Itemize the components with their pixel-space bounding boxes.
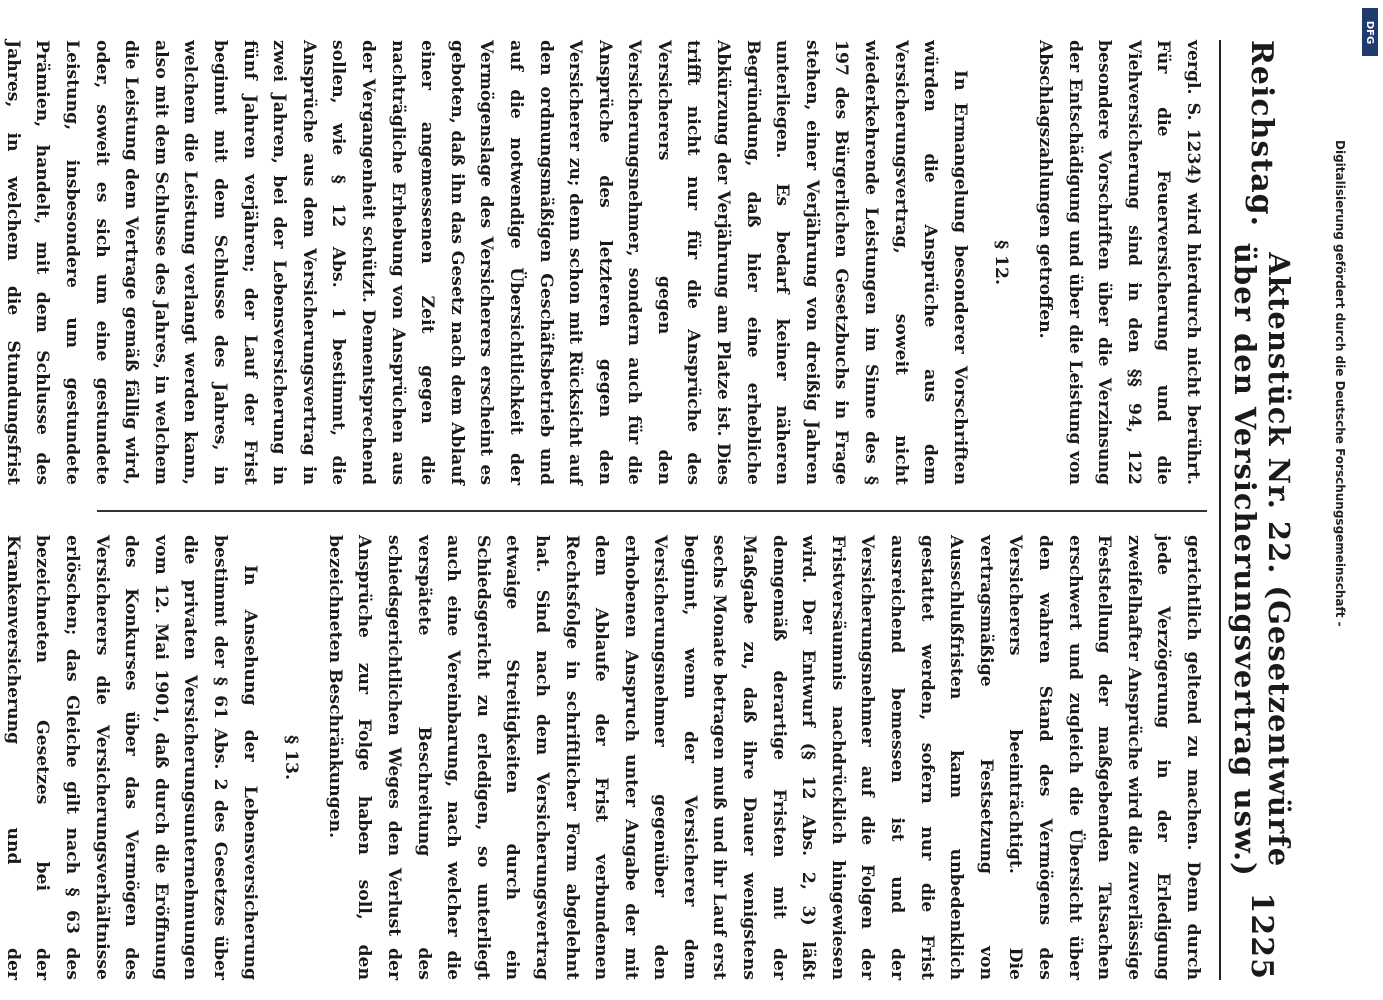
section-heading: § 13.: [281, 735, 302, 780]
document-page: [2, 0, 1307, 1000]
dfg-logo: [1362, 8, 1378, 56]
paragraph: In Ansehung der Lebensversicherung bestimmt der § 61 Abs. 2 des Gesetzes über die privaten Versicherungsunternehmungen vom 12. Mai 1901, daß durch die Eröffnung des Konkurses über das Vermögen des Versicherers die Versicherungsverhältnisse erlöschen; das Gleiche gilt nach § 63 des bezeichneten Gesetzes bei der Krankenversicherung und der: [2, 535, 260, 980]
page-header: [1227, 40, 1297, 980]
paragraph: In Ermangelung besonderer Vorschriften würden die Ansprüche aus dem Versicherungsvertrag, soweit nicht wiederkehrende Leistungen im Sinne des § 197 des Bürgerlichen Gesetzbuchs in Frage stehen, einer Verjährung von dreißig Jahren unterliegen. Es bedarf keiner näheren Begründung, daß hier eine erhebliche Abkürzung der Verjährung am Platze ist. Dies trifft nicht nur für die Ansprüche des Versicherers gegen den Versicherungsnehmer, sondern auch für die Ansprüche des letzteren gegen den Versicherer zu; denn schon mit Rücksicht auf den ordnungsmäßigen Geschäftsbetrieb und auf die notwendige Übersichtlichkeit der Vermögenslage des Versicherers erscheint es geboten, daß ihn das Gesetz nach dem Ablauf einer angemessenen Zeit gegen die nachträgliche Erhebung von Ansprüchen aus der Vergangenheit schützt. Dementsprechend sollen, wie § 12 Abs. 1 bestimmt, die Ansprüche aus dem Versicherungsvertrag in zwei Jahren, bei der Lebensversicherung in fünf Jahren verjähren; der Lauf der Frist beginnt mit dem Schlusse des Jahres, in welchem die Leistung verlangt werden kann, also mit dem Schlusse des Jahres, in welchem die Leistung dem Vertrage gemäß fällig wird, oder, soweit es sich um eine gestundete Leistung, insbesondere um gestundete Prämien, handelt, mit dem Schlusse des Jahres, in welchem die Stundungsfrist: [2, 40, 970, 485]
left-column: [2, 40, 1207, 485]
paragraph: gerichtlich geltend zu machen. Denn durch jede Verzögerung in der Erledigung zweifelhafter Ansprüche wird die zuverlässige Feststellung der maßgebenden Tatsachen erschwert und zugleich die Übersicht über den wahren Stand des Vermögens des Versicherers beeinträchtigt. Die vertragsmäßige Festsetzung von Ausschlußfristen kann unbedenklich gestattet werden, sofern nur die Frist ausreichend bemessen ist und der Versicherungsnehmer auf die Folgen der Fristversäumnis nachdrücklich hingewiesen wird. Der Entwurf (§ 12 Abs. 2, 3) läßt demgemäß derartige Fristen mit der Maßgabe zu, daß ihre Dauer wenigstens sechs Monate betragen muß und ihr Lauf erst beginnt, wenn der Versicherer dem Versicherungsnehmer gegenüber den erhobenen Anspruch unter Angabe der mit dem Ablaufe der Frist verbundenen Rechtsfolge in schriftlicher Form abgelehnt hat. Sind nach dem Versicherungsvertrag etwaige Streitigkeiten durch ein Schiedsgericht zu erledigen, so unterliegt auch eine Vereinbarung, nach welcher die verspätete Beschreitung des schiedsgerichtlichen Weges den Verlust der Ansprüche zur Folge haben soll, den bezeichneten Beschränkungen.: [324, 535, 1203, 980]
header-rule: [1219, 40, 1221, 980]
digitization-note: Digitalisierung gefördert durch die Deutsche Forschungsgemeinschaft -: [1333, 140, 1347, 627]
section-heading: § 12.: [991, 240, 1012, 285]
right-column: [2, 535, 1207, 980]
column-divider: [97, 510, 1207, 512]
page-number: 1225: [1244, 892, 1280, 980]
header-title: Aktenstück Nr. 22. (Gesetzentwürfe über den Versicherungsvertrag usw.): [1228, 242, 1296, 877]
paragraph: vergl. S. 1234) wird hierdurch nicht berührt. Für die Feuerversicherung und die Viehversicherung sind in den §§ 94, 122 besondere Vorschriften über die Verzinsung der Entschädigung und über die Leistung von Abschlagszahlungen getroffen.: [1035, 40, 1203, 485]
dfg-logo-text: DFG: [1364, 20, 1376, 44]
header-left: Reichstag.: [1244, 40, 1280, 228]
